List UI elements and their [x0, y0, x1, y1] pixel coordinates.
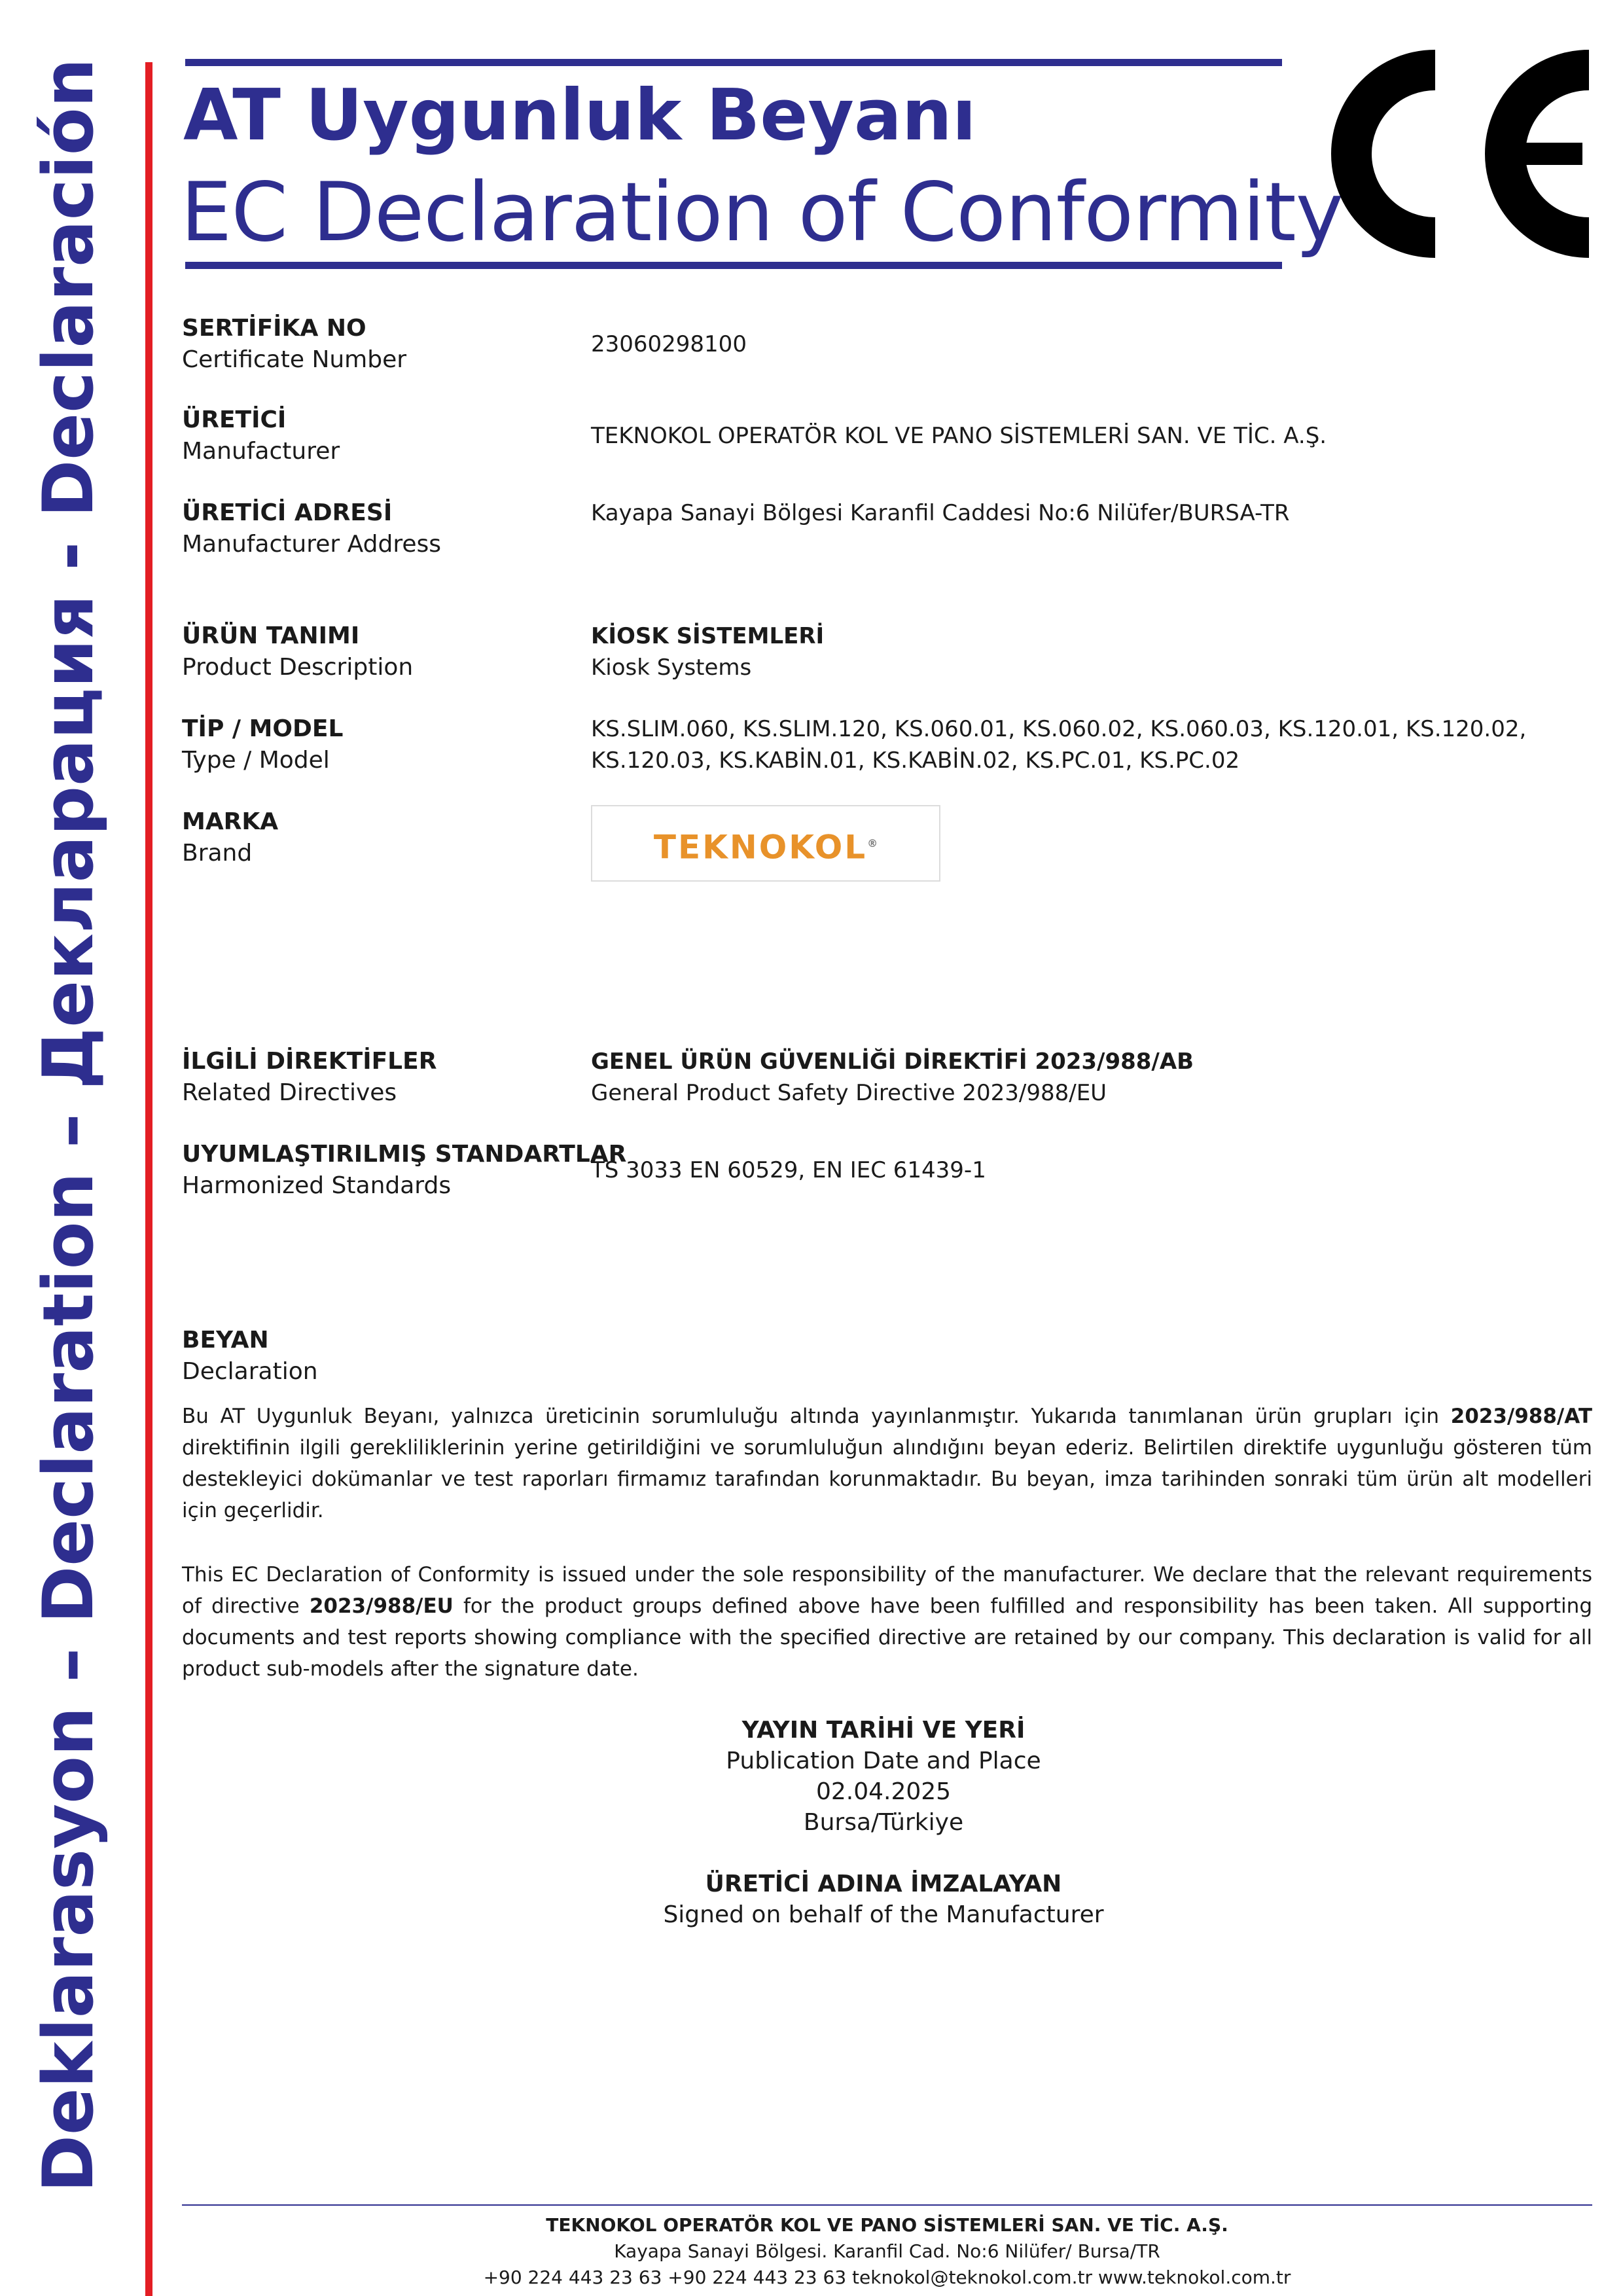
signature-label-tr: ÜRETİCİ ADINA İMZALAYAN: [705, 1871, 1062, 1897]
declaration-en-directive: 2023/988/EU: [309, 1594, 454, 1618]
address-label-en: Manufacturer Address: [182, 531, 441, 558]
product-value: [591, 620, 824, 683]
declaration-tr-part2: direktifinin ilgili gerekliliklerinin yerine getirildiğini ve sorumluluğun alındığını beyan ederiz. Belirtilen direktife uygunluğu gösteren tüm destekleyici dokümanlar ve test raporları firmamız tarafından korunmaktadır. Bu beyan, imza tarihinden sonraki tüm ürün alt modelleri için geçerlidir.: [182, 1436, 1592, 1522]
standards-label: [182, 1139, 626, 1202]
footer: [182, 2212, 1592, 2291]
publication-block: [524, 1715, 1243, 1838]
declaration-en-part2: for the product groups defined above have been fulfilled and responsibility has been taken. All supporting documents and test reports showing compliance with the specified directive are retained by our company. This declaration is valid for all product sub-models after the signature date.: [182, 1594, 1592, 1681]
brand-label-tr: MARKA: [182, 808, 279, 835]
certificate-value: 23060298100: [591, 331, 747, 357]
address-label: [182, 497, 441, 560]
signature-label-en: Signed on behalf of the Manufacturer: [663, 1901, 1104, 1928]
address-value: Kayapa Sanayi Bölgesi Karanfil Caddesi No:6 Nilüfer/BURSA-TR: [591, 500, 1290, 526]
directives-value-en: General Product Safety Directive 2023/988/EU: [591, 1080, 1107, 1106]
footer-company: TEKNOKOL OPERATÖR KOL VE PANO SİSTEMLERİ SAN. VE TİC. A.Ş.: [546, 2214, 1228, 2236]
model-value-line1: KS.SLIM.060, KS.SLIM.120, KS.060.01, KS.060.02, KS.060.03, KS.120.01, KS.120.02,: [591, 716, 1527, 742]
directives-value: [591, 1046, 1194, 1109]
product-label-en: Product Description: [182, 654, 414, 681]
declaration-label-tr: BEYAN: [182, 1327, 269, 1354]
certificate-label-en: Certificate Number: [182, 346, 407, 373]
title-top-rule: [185, 59, 1282, 66]
directives-label: [182, 1046, 437, 1109]
brand-label-en: Brand: [182, 840, 253, 867]
model-value: [591, 713, 1526, 776]
title-bottom-rule: [185, 262, 1282, 269]
standards-value: TS 3033 EN 60529, EN IEC 61439-1: [591, 1157, 986, 1183]
manufacturer-label-en: Manufacturer: [182, 438, 340, 465]
publication-date: 02.04.2025: [815, 1778, 952, 1805]
product-label-tr: ÜRÜN TANIMI: [182, 622, 360, 649]
model-label: [182, 713, 343, 776]
product-value-en: Kiosk Systems: [591, 655, 752, 681]
standards-label-en: Harmonized Standards: [182, 1172, 452, 1199]
ce-mark-icon: [1298, 49, 1592, 259]
standards-label-tr: UYUMLAŞTIRILMIŞ STANDARTLAR: [182, 1141, 627, 1168]
declaration-tr-part1: Bu AT Uygunluk Beyanı, yalnızca üreticinin sorumluluğu altında yayınlanmıştır. Yukarıda tanımlanan ürün grupları için: [182, 1405, 1451, 1428]
declaration-en-part1: This EC Declaration of Conformity is issued under the sole responsibility of the manufacturer. We declare that the relevant requirements of directive: [182, 1563, 1592, 1618]
side-banner-text: Deklarasyon – Declaration – Декларация - Declaración: [28, 58, 109, 2193]
certificate-label: [182, 313, 406, 376]
title-turkish: AT Uygunluk Beyanı: [183, 75, 976, 156]
manufacturer-label: [182, 404, 340, 467]
registered-mark: ®: [867, 837, 878, 850]
teknokol-logo-text: TEKNOKOL: [653, 828, 868, 867]
directives-label-en: Related Directives: [182, 1079, 397, 1106]
directives-label-tr: İLGİLİ DİREKTİFLER: [182, 1048, 437, 1075]
teknokol-logo: [592, 806, 939, 880]
declaration-label: [182, 1325, 318, 1388]
declaration-text-en: [182, 1559, 1592, 1685]
declaration-tr-directive: 2023/988/AT: [1450, 1405, 1592, 1428]
red-divider-line: [145, 62, 152, 2296]
brand-label: [182, 806, 278, 869]
declaration-label-en: Declaration: [182, 1358, 318, 1385]
publication-place: Bursa/Türkiye: [803, 1809, 964, 1836]
publication-label-en: Publication Date and Place: [726, 1748, 1041, 1774]
declaration-text-tr: [182, 1401, 1592, 1526]
manufacturer-value: TEKNOKOL OPERATÖR KOL VE PANO SİSTEMLERİ SAN. VE TİC. A.Ş.: [591, 423, 1327, 449]
model-label-tr: TİP / MODEL: [182, 715, 344, 742]
directives-value-tr: GENEL ÜRÜN GÜVENLİĞİ DİREKTİFİ 2023/988/AB: [591, 1049, 1194, 1075]
footer-rule: [182, 2204, 1592, 2206]
model-value-line2: KS.120.03, KS.KABİN.01, KS.KABİN.02, KS.PC.01, KS.PC.02: [591, 747, 1240, 774]
model-label-en: Type / Model: [182, 747, 330, 774]
brand-logo-box: [591, 805, 940, 882]
address-label-tr: ÜRETİCİ ADRESİ: [182, 499, 393, 526]
manufacturer-label-tr: ÜRETİCİ: [182, 406, 287, 433]
signature-block: [524, 1869, 1243, 1930]
product-value-tr: KİOSK SİSTEMLERİ: [591, 623, 825, 649]
publication-label-tr: YAYIN TARİHİ VE YERİ: [741, 1717, 1026, 1744]
title-english: EC Declaration of Conformity: [181, 166, 1344, 260]
product-label: [182, 620, 413, 683]
certificate-label-tr: SERTİFİKA NO: [182, 315, 366, 342]
footer-address: Kayapa Sanayi Bölgesi. Karanfil Cad. No:6 Nilüfer/ Bursa/TR: [614, 2240, 1160, 2262]
footer-contact: +90 224 443 23 63 +90 224 443 23 63 teknokol@teknokol.com.tr www.teknokol.com.tr: [483, 2267, 1291, 2288]
